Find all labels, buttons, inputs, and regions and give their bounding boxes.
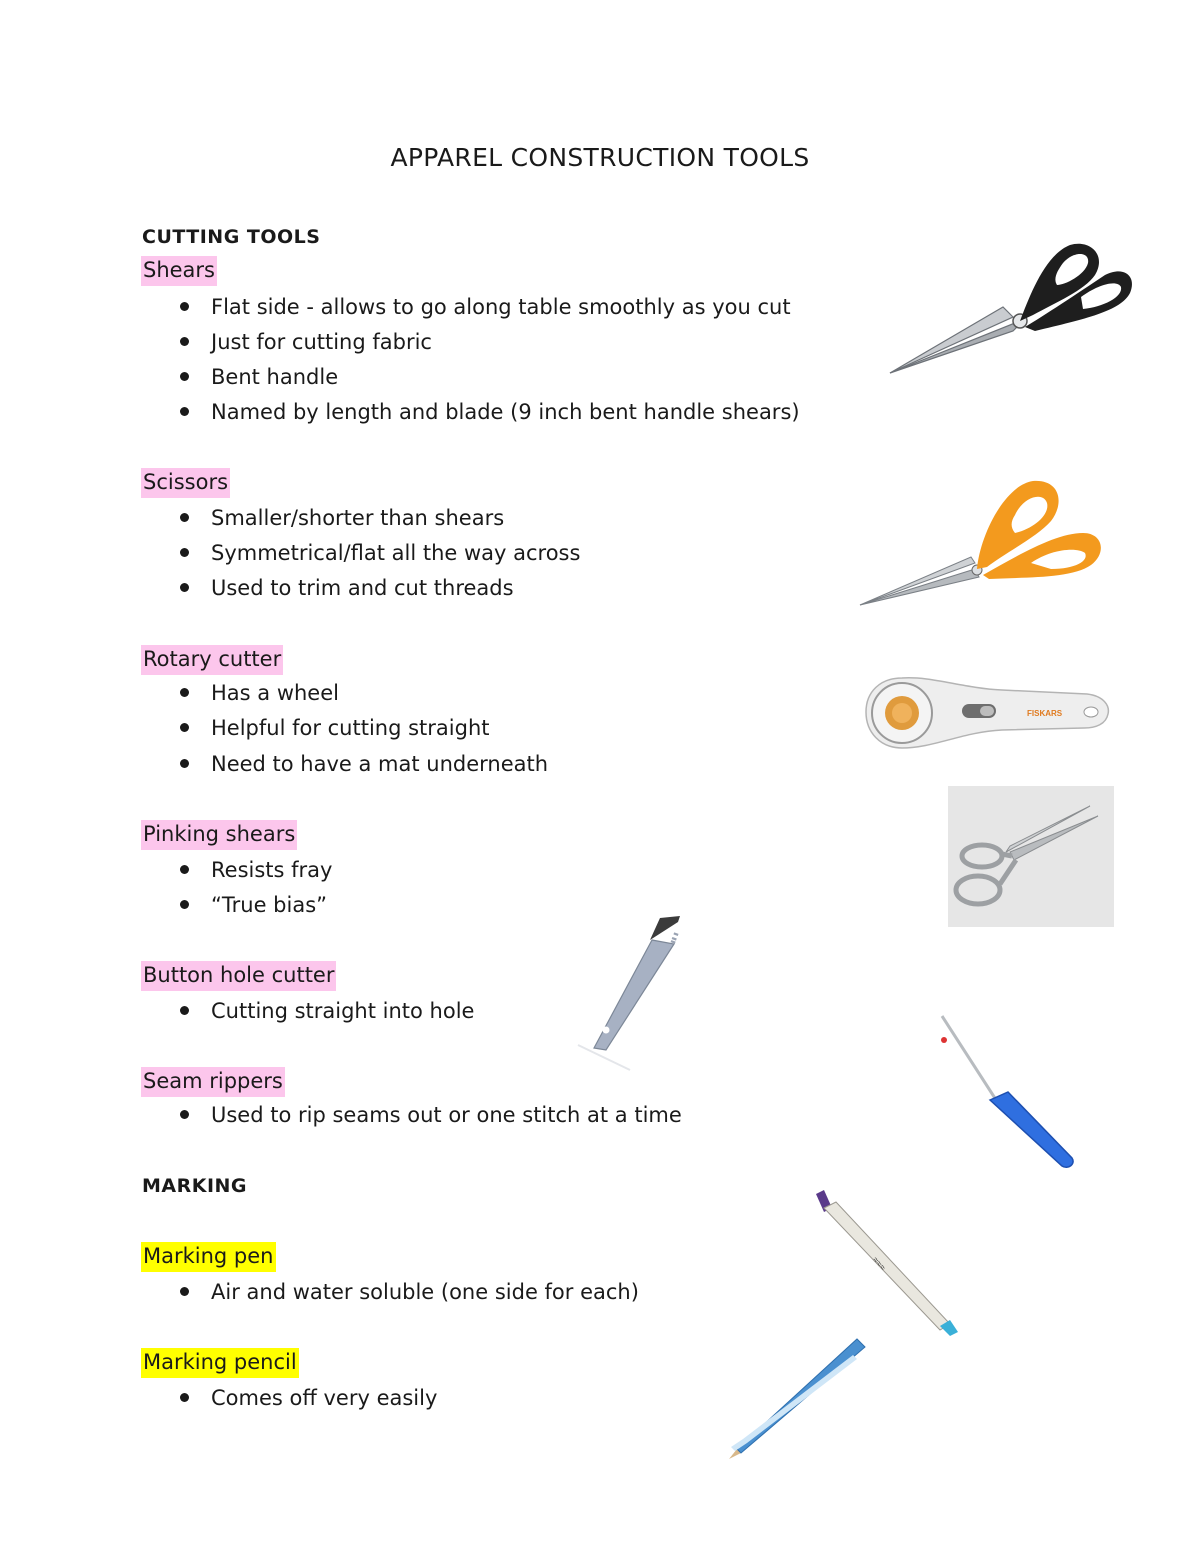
label-marking-pencil: Marking pencil — [141, 1348, 299, 1378]
pinking-shears-image — [948, 786, 1114, 927]
label-pinking-shears: Pinking shears — [141, 820, 297, 850]
bullet-icon — [180, 1393, 189, 1402]
list-item: Smaller/shorter than shears — [180, 504, 504, 532]
seam-ripper-image — [930, 1010, 1080, 1170]
list-item: Used to rip seams out or one stitch at a time — [180, 1101, 682, 1129]
page-title: APPAREL CONSTRUCTION TOOLS — [390, 143, 810, 172]
rotary-cutter-image — [862, 672, 1112, 752]
list-item: Comes off very easily — [180, 1384, 437, 1412]
list-item: Bent handle — [180, 363, 338, 391]
list-item: Has a wheel — [180, 679, 339, 707]
marking-pencil-image — [725, 1335, 870, 1465]
bullet-icon — [180, 407, 189, 416]
label-scissors: Scissors — [141, 468, 230, 498]
bullet-icon — [180, 900, 189, 909]
rotary-cutter-brand: FISKARS — [1027, 709, 1063, 718]
bullet-icon — [180, 1006, 189, 1015]
list-item: Just for cutting fabric — [180, 328, 432, 356]
shears-image — [885, 235, 1140, 380]
bullet-icon — [180, 688, 189, 697]
button-hole-cutter-image — [570, 910, 695, 1075]
label-rotary-cutter: Rotary cutter — [141, 645, 283, 675]
list-item: Used to trim and cut threads — [180, 574, 514, 602]
list-item: Cutting straight into hole — [180, 997, 474, 1025]
bullet-icon — [180, 723, 189, 732]
bullet-icon — [180, 302, 189, 311]
section-heading-marking: MARKING — [142, 1175, 248, 1197]
tool-engraving-icon: ▮▮ ▮ — [670, 931, 680, 945]
label-seam-rippers: Seam rippers — [141, 1067, 285, 1097]
label-marking-pen: Marking pen — [141, 1242, 276, 1272]
list-item: Air and water soluble (one side for each) — [180, 1278, 639, 1306]
bullet-icon — [180, 372, 189, 381]
scissors-image — [855, 475, 1110, 615]
list-item: Flat side - allows to go along table smoothly as you cut — [180, 293, 791, 321]
bullet-icon — [180, 759, 189, 768]
bullet-icon — [180, 1287, 189, 1296]
list-item: Resists fray — [180, 856, 332, 884]
label-shears: Shears — [141, 256, 217, 286]
list-item: Need to have a mat underneath — [180, 750, 548, 778]
pen-label-icon: ≈≈≈ — [870, 1254, 888, 1273]
bullet-icon — [180, 548, 189, 557]
list-item: Helpful for cutting straight — [180, 714, 490, 742]
bullet-icon — [180, 1110, 189, 1119]
list-item: Symmetrical/flat all the way across — [180, 539, 580, 567]
bullet-icon — [180, 337, 189, 346]
bullet-icon — [180, 583, 189, 592]
label-button-hole-cutter: Button hole cutter — [141, 961, 336, 991]
bullet-icon — [180, 865, 189, 874]
section-heading-cutting: CUTTING TOOLS — [142, 226, 321, 248]
marking-pen-image — [812, 1190, 962, 1340]
bullet-icon — [180, 513, 189, 522]
list-item: “True bias” — [180, 891, 327, 919]
list-item: Named by length and blade (9 inch bent handle shears) — [180, 398, 800, 426]
